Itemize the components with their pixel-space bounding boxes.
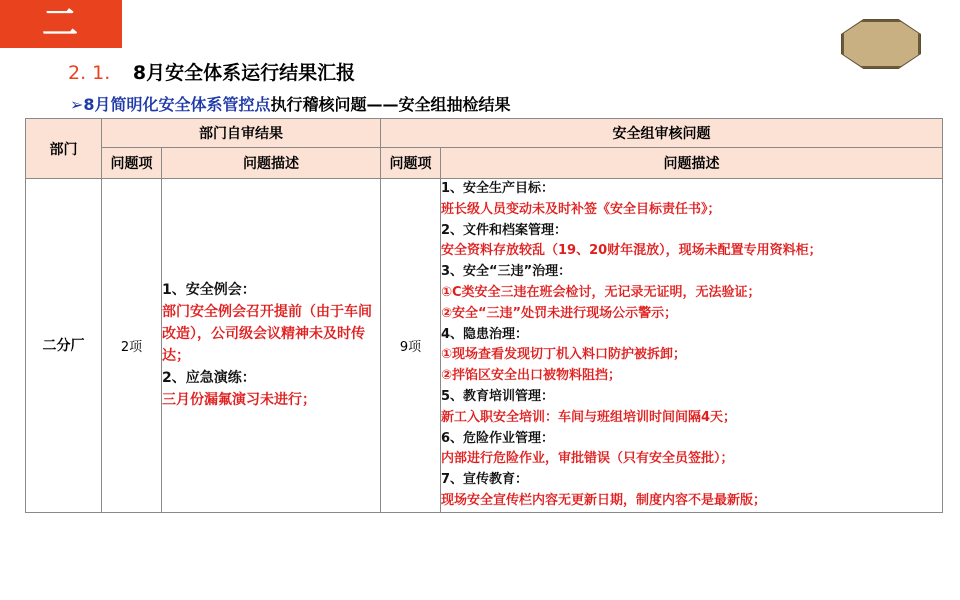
audit-results-table — [25, 118, 943, 513]
safety-item-detail: ②安全“三违”处罚未进行现场公示警示； — [441, 305, 678, 321]
safety-item-heading: 2、文件和档案管理： — [441, 222, 568, 238]
safety-item-detail: ②拌馅区安全出口被物料阻挡； — [441, 368, 622, 384]
header-dept: 部门 — [26, 119, 102, 179]
safety-item-detail: ①C类安全三违在班会检讨，无记录无证明，无法验证； — [441, 284, 761, 300]
heading-number: 2. 1. — [68, 62, 111, 84]
safety-item-heading: 6、危险作业管理： — [441, 430, 555, 446]
header-self-issue-count: 问题项 — [102, 148, 162, 179]
header-safety-issue-desc: 问题描述 — [441, 148, 943, 179]
safety-item-detail: 内部进行危险作业，审批错误（只有安全员签批）； — [441, 451, 734, 467]
section-number-badge: 二 — [0, 0, 122, 48]
dept-cell: 二分厂 — [26, 179, 102, 513]
safety-item-heading: 1、安全生产目标： — [441, 181, 555, 196]
safety-item-heading: 7、宣传教育： — [441, 472, 529, 488]
self-desc-cell — [162, 179, 381, 513]
safety-item-detail: 现场安全宣传栏内容无更新日期，制度内容不是最新版； — [441, 492, 767, 508]
header-self-review: 部门自审结果 — [102, 119, 381, 148]
table-row — [26, 179, 943, 513]
safety-item-heading: 4、隐患治理： — [441, 326, 529, 342]
self-item-detail: 三月份漏氟演习未进行； — [162, 392, 316, 409]
safety-item-detail: 安全资料存放较乱（19、20财年混放），现场未配置专用资料柜； — [441, 243, 822, 259]
self-item-heading: 1、安全例会： — [162, 282, 256, 299]
page-heading — [68, 58, 355, 85]
safety-desc-cell — [441, 179, 943, 513]
subheading — [70, 92, 511, 115]
arrow-bullet-icon: ➢ — [70, 95, 84, 114]
self-item-heading: 2、应急演练： — [162, 370, 256, 387]
safety-item-heading: 3、安全“三违”治理： — [441, 264, 572, 280]
subheading-highlight: 8月简明化安全体系管控点 — [83, 95, 271, 114]
safety-item-heading: 5、教育培训管理： — [441, 388, 555, 404]
self-item-detail: 部门安全例会召开提前（由于车间改造），公司级会议精神未及时传达； — [162, 304, 372, 365]
safety-item-detail: 新工入职安全培训：车间与班组培训时间间隔4天； — [441, 409, 737, 425]
safety-count-cell: 9项 — [381, 179, 441, 513]
safety-item-detail: 班长级人员变动未及时补签《安全目标责任书》； — [441, 201, 721, 217]
octagon-decoration — [842, 20, 920, 68]
subheading-rest: 执行稽核问题——安全组抽检结果 — [270, 95, 511, 114]
heading-title: 8月安全体系运行结果汇报 — [132, 62, 356, 84]
header-safety-issue-count: 问题项 — [381, 148, 441, 179]
header-safety-review: 安全组审核问题 — [381, 119, 943, 148]
safety-item-detail: ①现场查看发现切丁机入料口防护被拆卸； — [441, 347, 687, 363]
self-count-cell: 2项 — [102, 179, 162, 513]
header-self-issue-desc: 问题描述 — [162, 148, 381, 179]
